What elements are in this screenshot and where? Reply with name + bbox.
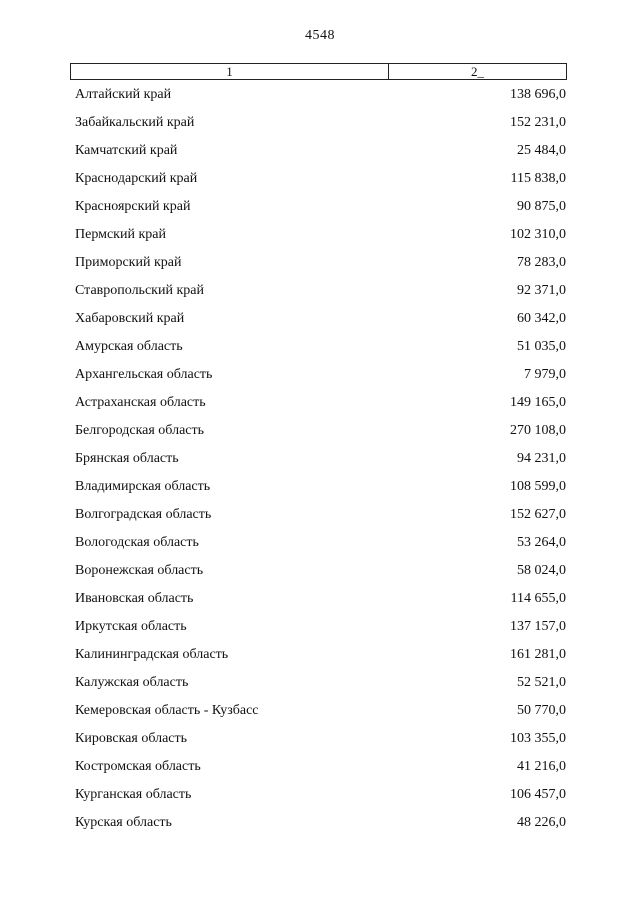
region-value: 138 696,0 [510, 87, 566, 102]
table-row [0, 366, 640, 394]
region-name: Курская область [75, 815, 172, 830]
region-name: Красноярский край [75, 199, 191, 214]
region-name: Краснодарский край [75, 171, 198, 186]
region-name: Амурская область [75, 339, 183, 354]
region-value: 78 283,0 [517, 255, 566, 270]
region-value: 50 770,0 [517, 703, 566, 718]
region-name: Белгородская область [75, 423, 205, 438]
table-row [0, 338, 640, 366]
table-row [0, 450, 640, 478]
region-value: 25 484,0 [517, 143, 566, 158]
region-name: Курганская область [75, 787, 192, 802]
region-value: 92 371,0 [517, 283, 566, 298]
region-value: 51 035,0 [517, 339, 566, 354]
region-name: Брянская область [75, 451, 179, 466]
region-value: 53 264,0 [517, 535, 566, 550]
region-name: Пермский край [75, 227, 166, 242]
region-value: 94 231,0 [517, 451, 566, 466]
region-value: 52 521,0 [517, 675, 566, 690]
page-number: 4548 [305, 28, 335, 43]
table-row [0, 730, 640, 758]
table-row [0, 170, 640, 198]
column-header-2: 2_ [471, 64, 484, 79]
region-value: 152 627,0 [510, 507, 566, 522]
region-name: Владимирская область [75, 479, 211, 494]
column-header-1: 1 [71, 64, 389, 79]
table-row [0, 478, 640, 506]
region-value: 102 310,0 [510, 227, 566, 242]
table-row [0, 394, 640, 422]
table-row [0, 226, 640, 254]
region-name: Кемеровская область - Кузбасс [75, 703, 259, 718]
region-value: 90 875,0 [517, 199, 566, 214]
region-value: 161 281,0 [510, 647, 566, 662]
region-name: Приморский край [75, 255, 182, 270]
region-name: Воронежская область [75, 563, 204, 578]
table-row [0, 86, 640, 114]
table-row [0, 786, 640, 814]
table-row [0, 646, 640, 674]
table-row [0, 758, 640, 786]
region-value: 106 457,0 [510, 787, 566, 802]
region-value: 48 226,0 [517, 815, 566, 830]
table-row [0, 254, 640, 282]
region-name: Волгоградская область [75, 507, 212, 522]
region-value: 270 108,0 [510, 423, 566, 438]
table-row [0, 674, 640, 702]
region-value: 60 342,0 [517, 311, 566, 326]
region-name: Забайкальский край [75, 115, 195, 130]
region-value: 152 231,0 [510, 115, 566, 130]
region-name: Алтайский край [75, 87, 172, 102]
region-name: Камчатский край [75, 143, 178, 158]
table-body [0, 86, 640, 842]
table-row [0, 142, 640, 170]
region-value: 108 599,0 [510, 479, 566, 494]
table-row [0, 422, 640, 450]
region-name: Калужская область [75, 675, 189, 690]
region-name: Вологодская область [75, 535, 199, 550]
table-row [0, 506, 640, 534]
table-row [0, 590, 640, 618]
region-value: 58 024,0 [517, 563, 566, 578]
region-value: 7 979,0 [524, 367, 566, 382]
region-name: Астраханская область [75, 395, 206, 410]
table-row [0, 310, 640, 338]
region-value: 41 216,0 [517, 759, 566, 774]
table-header [70, 63, 567, 80]
table-row [0, 198, 640, 226]
table-row [0, 534, 640, 562]
table-row [0, 814, 640, 842]
table-row [0, 702, 640, 730]
region-value: 115 838,0 [510, 171, 566, 186]
region-name: Архангельская область [75, 367, 213, 382]
table-row [0, 562, 640, 590]
table-row [0, 114, 640, 142]
region-value: 137 157,0 [510, 619, 566, 634]
region-name: Ивановская область [75, 591, 194, 606]
region-name: Кировская область [75, 731, 188, 746]
region-value: 114 655,0 [510, 591, 566, 606]
region-value: 149 165,0 [510, 395, 566, 410]
table-row [0, 282, 640, 310]
table-row [0, 618, 640, 646]
region-name: Иркутская область [75, 619, 187, 634]
region-name: Калининградская область [75, 647, 229, 662]
region-name: Хабаровский край [75, 311, 185, 326]
region-name: Ставропольский край [75, 283, 204, 298]
region-name: Костромская область [75, 759, 201, 774]
region-value: 103 355,0 [510, 731, 566, 746]
